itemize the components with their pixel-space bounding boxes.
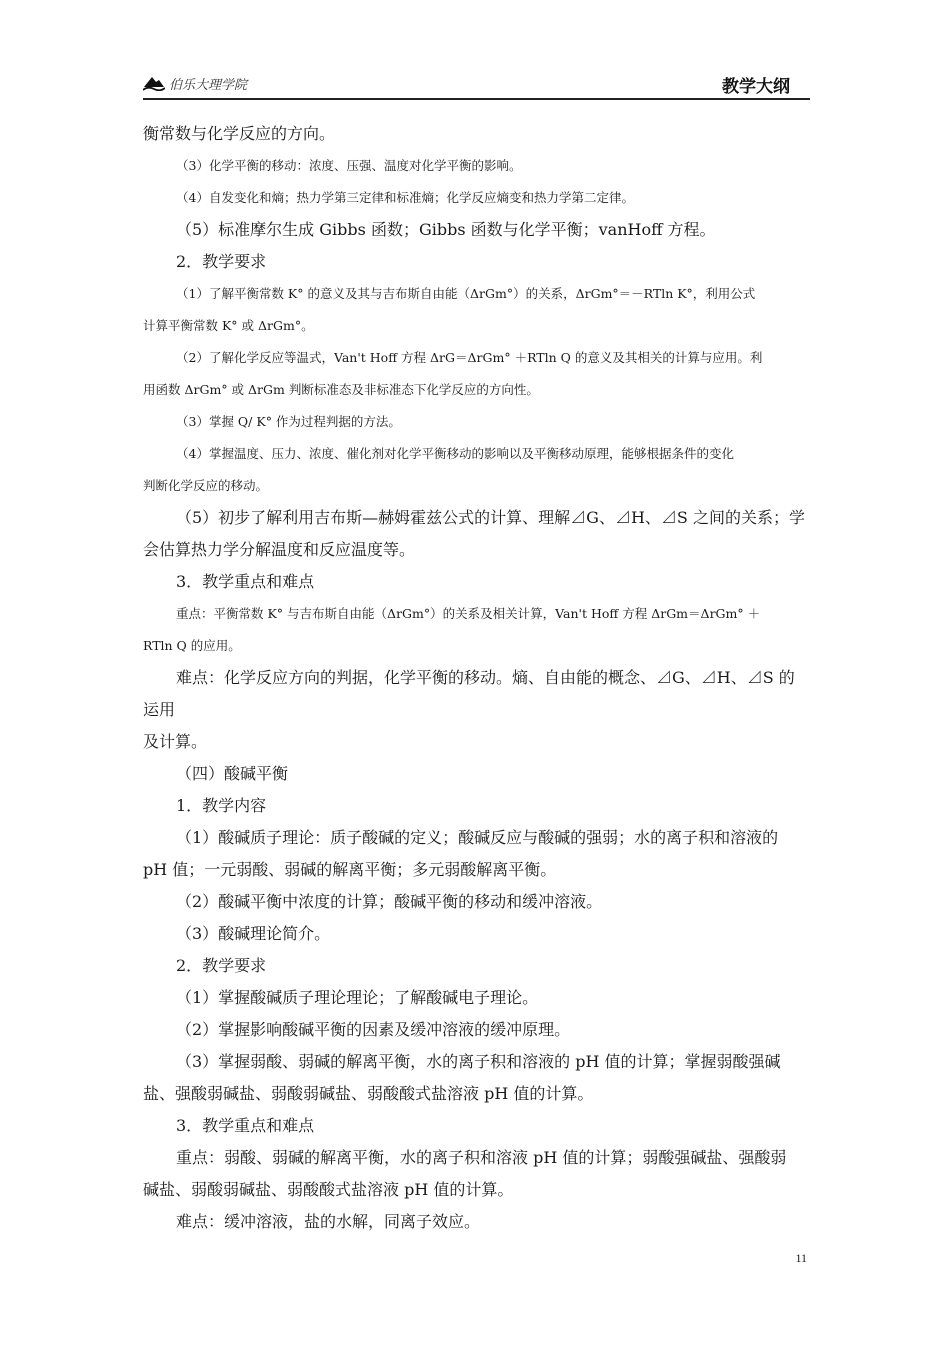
text-line: 2．教学要求 bbox=[176, 252, 267, 271]
text-line: 用函数 ΔrGm° 或 ΔrGm 判断标准态及非标准态下化学反应的方向性。 bbox=[143, 382, 539, 397]
text-line: 重点：平衡常数 K° 与吉布斯自由能（ΔrGm°）的关系及相关计算，Van't Hoff 方程 ΔrGm＝ΔrGm° ＋ bbox=[176, 606, 761, 621]
text-line: （3）酸碱理论简介。 bbox=[176, 924, 331, 943]
school-logo bbox=[143, 72, 247, 94]
page-header bbox=[143, 66, 810, 100]
text-line: 重点：弱酸、弱碱的解离平衡，水的离子积和溶液 pH 值的计算；弱酸强碱盐、强酸弱 bbox=[176, 1148, 787, 1167]
text-line: （1）掌握酸碱质子理论理论；了解酸碱电子理论。 bbox=[176, 988, 539, 1007]
text-line: 判断化学反应的移动。 bbox=[143, 478, 269, 493]
text-line: 3．教学重点和难点 bbox=[176, 572, 315, 591]
text-line: 及计算。 bbox=[143, 732, 208, 751]
document-body bbox=[143, 118, 810, 1238]
text-line: 盐、强酸弱碱盐、弱酸弱碱盐、弱酸酸式盐溶液 pH 值的计算。 bbox=[143, 1084, 594, 1103]
page-number: 11 bbox=[795, 1251, 807, 1265]
text-line: RTln Q 的应用。 bbox=[143, 638, 241, 653]
text-line: （5）初步了解利用吉布斯—赫姆霍兹公式的计算、理解⊿G、⊿H、⊿S 之间的关系；学 bbox=[176, 508, 805, 527]
text-line: （4）自发变化和熵；热力学第三定律和标准熵；化学反应熵变和热力学第二定律。 bbox=[176, 190, 634, 205]
text-line: 碱盐、弱酸弱碱盐、弱酸酸式盐溶液 pH 值的计算。 bbox=[143, 1180, 514, 1199]
header-title: 教学大纲 bbox=[722, 77, 790, 97]
wave-logo-icon bbox=[143, 75, 165, 91]
text-line: 2．教学要求 bbox=[176, 956, 267, 975]
text-line: （1）了解平衡常数 K° 的意义及其与吉布斯自由能（ΔrGm°）的关系，ΔrGm°＝－RTln K°，利用公式 bbox=[176, 286, 756, 301]
text-line: （3）掌握 Q/ K° 作为过程判据的方法。 bbox=[176, 414, 401, 429]
text-line: 计算平衡常数 K° 或 ΔrGm°。 bbox=[143, 318, 314, 333]
text-line: 会估算热力学分解温度和反应温度等。 bbox=[143, 540, 416, 559]
text-line: （2）酸碱平衡中浓度的计算；酸碱平衡的移动和缓冲溶液。 bbox=[176, 892, 603, 911]
text-line: pH 值；一元弱酸、弱碱的解离平衡；多元弱酸解离平衡。 bbox=[143, 860, 557, 879]
text-line: （3）化学平衡的移动：浓度、压强、温度对化学平衡的影响。 bbox=[176, 158, 522, 173]
text-line: （4）掌握温度、压力、浓度、催化剂对化学平衡移动的影响以及平衡移动原理，能够根据条件的变化 bbox=[176, 446, 734, 461]
text-line: 难点：缓冲溶液，盐的水解，同离子效应。 bbox=[176, 1212, 481, 1231]
text-line: （四）酸碱平衡 bbox=[176, 764, 289, 783]
text-line: （3）掌握弱酸、弱碱的解离平衡，水的离子积和溶液的 pH 值的计算；掌握弱酸强碱 bbox=[176, 1052, 781, 1071]
text-line: （2）掌握影响酸碱平衡的因素及缓冲溶液的缓冲原理。 bbox=[176, 1020, 571, 1039]
text-line: 衡常数与化学反应的方向。 bbox=[143, 124, 336, 143]
text-line: 3．教学重点和难点 bbox=[176, 1116, 315, 1135]
text-line: （1）酸碱质子理论：质子酸碱的定义；酸碱反应与酸碱的强弱；水的离子积和溶液的 bbox=[176, 828, 779, 847]
text-line: （5）标准摩尔生成 Gibbs 函数；Gibbs 函数与化学平衡；vanHoff 方程。 bbox=[176, 220, 716, 239]
text-line: 1．教学内容 bbox=[176, 796, 267, 815]
text-line: （2）了解化学反应等温式，Van't Hoff 方程 ΔrG＝ΔrGm° ＋RTln Q 的意义及其相关的计算与应用。利 bbox=[176, 350, 763, 365]
logo-text: 伯乐大理学院 bbox=[169, 77, 248, 93]
text-line: 难点：化学反应方向的判据，化学平衡的移动。熵、自由能的概念、⊿G、⊿H、⊿S 的运用 bbox=[143, 668, 795, 719]
